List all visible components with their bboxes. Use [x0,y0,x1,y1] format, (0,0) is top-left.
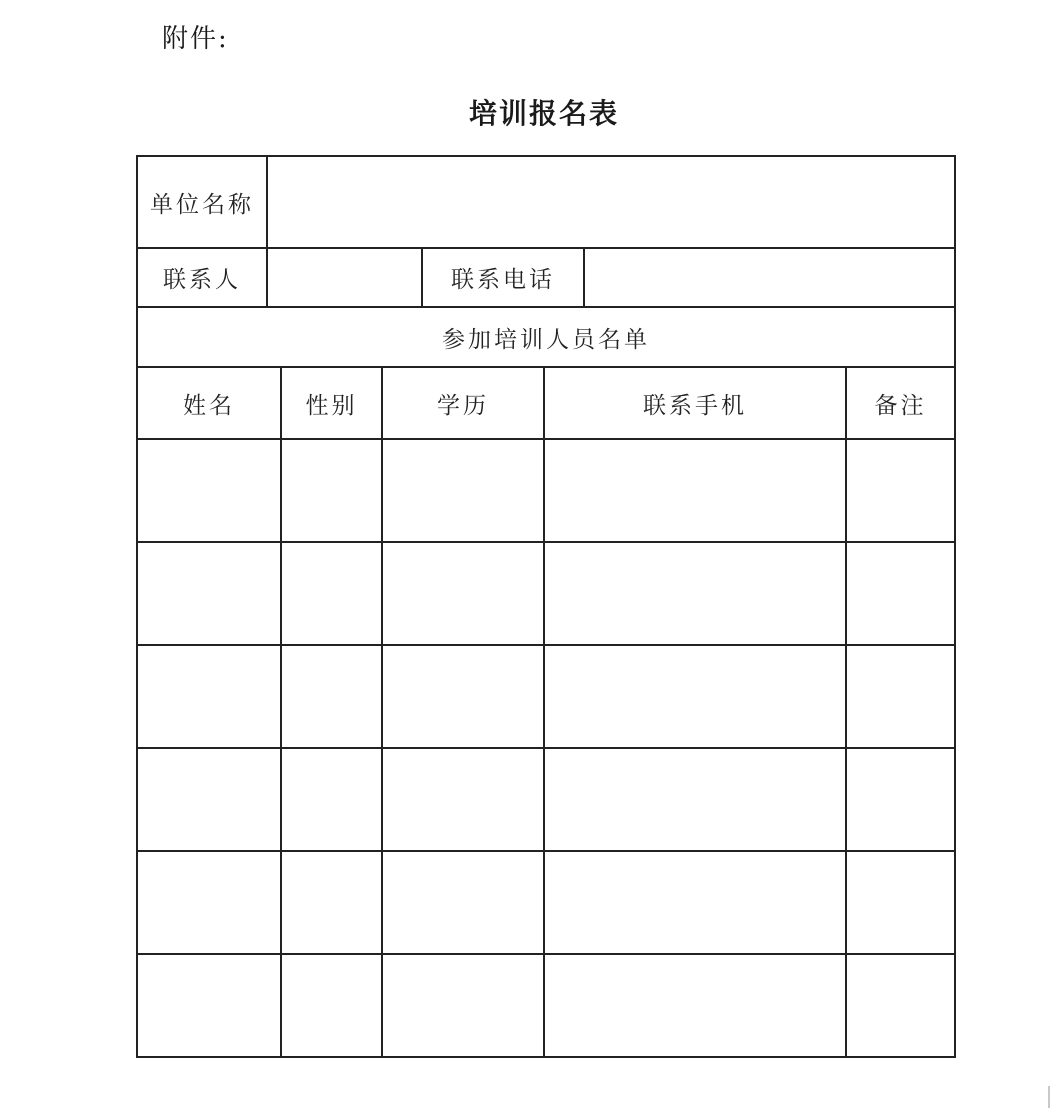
gender-cell[interactable] [281,645,382,748]
remarks-cell[interactable] [846,851,955,954]
remarks-cell[interactable] [846,954,955,1057]
table-row [137,748,955,851]
contact-phone-field[interactable] [584,248,955,307]
column-header-gender: 性别 [281,367,382,439]
mobile-cell[interactable] [544,748,846,851]
mobile-cell[interactable] [544,542,846,645]
education-cell[interactable] [382,748,544,851]
table-row [137,542,955,645]
education-cell[interactable] [382,851,544,954]
gender-cell[interactable] [281,439,382,542]
name-cell[interactable] [137,439,281,542]
attachment-label: 附件: [162,24,229,54]
remarks-cell[interactable] [846,439,955,542]
table-row [137,439,955,542]
table-row [137,645,955,748]
mobile-cell[interactable] [544,439,846,542]
contact-phone-label: 联系电话 [422,248,584,307]
name-cell[interactable] [137,851,281,954]
participants-section-heading: 参加培训人员名单 [137,307,955,367]
contact-person-label: 联系人 [137,248,267,307]
name-cell[interactable] [137,748,281,851]
mobile-cell[interactable] [544,954,846,1057]
education-cell[interactable] [382,542,544,645]
remarks-cell[interactable] [846,645,955,748]
mobile-cell[interactable] [544,851,846,954]
contact-person-field[interactable] [267,248,422,307]
column-header-mobile: 联系手机 [544,367,846,439]
gender-cell[interactable] [281,748,382,851]
unit-row [137,156,955,248]
remarks-cell[interactable] [846,542,955,645]
table-row [137,851,955,954]
name-cell[interactable] [137,645,281,748]
name-cell[interactable] [137,542,281,645]
name-cell[interactable] [137,954,281,1057]
education-cell[interactable] [382,954,544,1057]
remarks-cell[interactable] [846,748,955,851]
education-cell[interactable] [382,439,544,542]
participants-section-row [137,307,955,367]
column-header-row [137,367,955,439]
registration-form-table [136,155,956,1058]
contact-row [137,248,955,307]
education-cell[interactable] [382,645,544,748]
gender-cell[interactable] [281,954,382,1057]
mobile-cell[interactable] [544,645,846,748]
column-header-remarks: 备注 [846,367,955,439]
gender-cell[interactable] [281,542,382,645]
unit-name-field[interactable] [267,156,955,248]
table-row [137,954,955,1057]
gender-cell[interactable] [281,851,382,954]
column-header-name: 姓名 [137,367,281,439]
scrollbar[interactable] [1048,1086,1050,1108]
column-header-education: 学历 [382,367,544,439]
unit-name-label: 单位名称 [137,156,267,248]
form-title: 培训报名表 [468,97,619,130]
